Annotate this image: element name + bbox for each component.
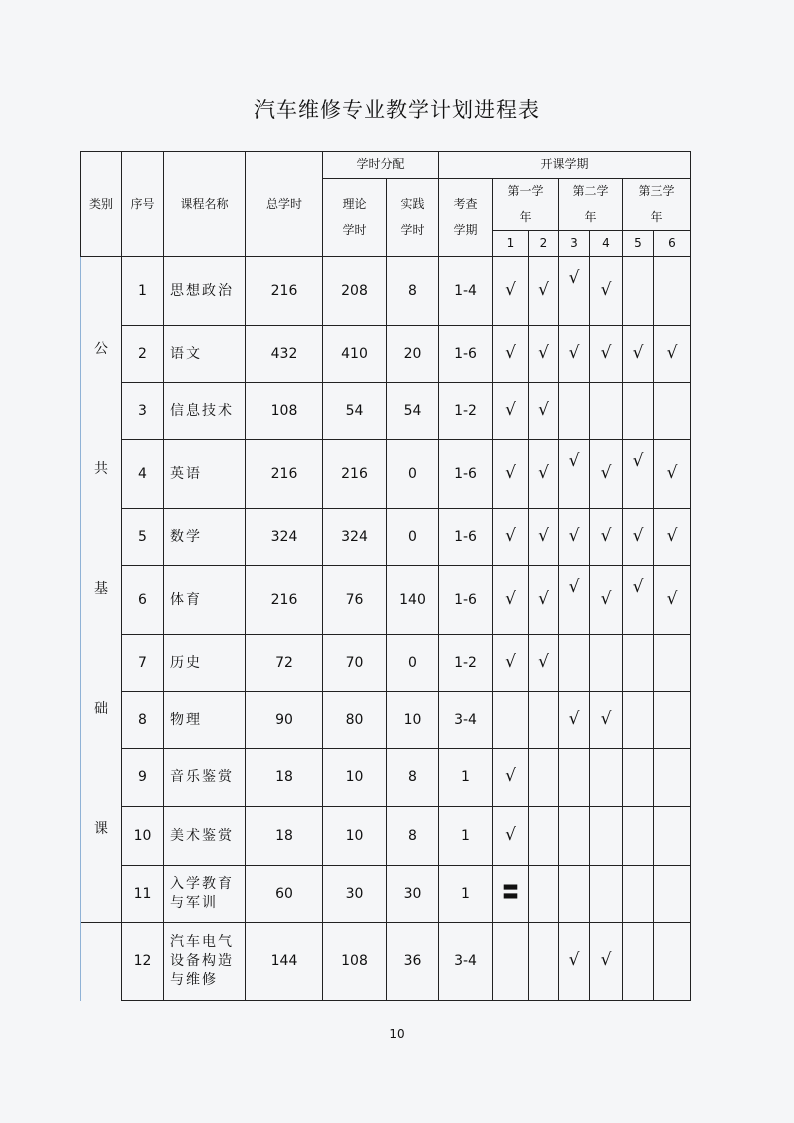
term-2-cell xyxy=(529,692,559,749)
theory-hours: 30 xyxy=(323,866,387,923)
table-row xyxy=(81,692,691,749)
header-hours-distribution: 学时分配 xyxy=(323,152,439,179)
row-number: 8 xyxy=(122,692,164,749)
term-2-cell xyxy=(529,866,559,923)
check-mark: √ xyxy=(538,651,549,672)
term-5-cell xyxy=(623,635,654,692)
category-char: 共 xyxy=(94,461,108,478)
row-number: 11 xyxy=(122,866,164,923)
term-5-cell xyxy=(623,509,654,566)
check-mark: √ xyxy=(632,576,644,597)
term-1-cell xyxy=(493,692,529,749)
table-row xyxy=(81,383,691,440)
total-hours: 216 xyxy=(246,257,323,326)
header-semesters: 开课学期 xyxy=(439,152,691,179)
practice-hours: 8 xyxy=(387,807,439,866)
check-mark: √ xyxy=(538,462,549,483)
row-number: 7 xyxy=(122,635,164,692)
course-name: 语文 xyxy=(164,326,246,383)
row-number: 12 xyxy=(122,923,164,1001)
check-mark: √ xyxy=(568,267,580,288)
term-3-cell xyxy=(559,509,590,566)
check-mark: √ xyxy=(505,766,516,787)
term-5-cell xyxy=(623,326,654,383)
theory-hours: 216 xyxy=(323,440,387,509)
check-mark: √ xyxy=(538,279,549,300)
check-mark: √ xyxy=(568,708,580,729)
exam-term: 1-2 xyxy=(439,635,493,692)
header-term-6: 6 xyxy=(654,231,691,257)
row-number: 6 xyxy=(122,566,164,635)
term-5-cell xyxy=(623,692,654,749)
check-mark: √ xyxy=(568,342,580,363)
term-3-cell xyxy=(559,923,590,1001)
practice-hours: 54 xyxy=(387,383,439,440)
check-mark: √ xyxy=(505,462,516,483)
table-row xyxy=(81,749,691,807)
course-name: 音乐鉴赏 xyxy=(164,749,246,807)
term-4-cell xyxy=(590,749,623,807)
term-1-cell xyxy=(493,866,529,923)
header-term-3: 3 xyxy=(559,231,590,257)
check-mark: √ xyxy=(600,708,612,729)
header-term-2: 2 xyxy=(529,231,559,257)
check-mark: √ xyxy=(505,279,516,300)
check-mark: √ xyxy=(632,450,644,471)
row-number: 10 xyxy=(122,807,164,866)
term-6-cell xyxy=(654,866,691,923)
category-char: 础 xyxy=(94,701,108,718)
total-hours: 432 xyxy=(246,326,323,383)
header-category: 类别 xyxy=(81,152,122,257)
term-2-cell xyxy=(529,383,559,440)
total-hours: 18 xyxy=(246,807,323,866)
exam-term: 1-6 xyxy=(439,440,493,509)
term-5-cell xyxy=(623,257,654,326)
practice-hours: 36 xyxy=(387,923,439,1001)
exam-term: 1 xyxy=(439,807,493,866)
term-4-cell xyxy=(590,807,623,866)
header-term-5: 5 xyxy=(623,231,654,257)
term-5-cell xyxy=(623,383,654,440)
check-mark: √ xyxy=(505,342,516,363)
check-mark: √ xyxy=(505,525,516,546)
term-6-cell xyxy=(654,326,691,383)
check-mark: √ xyxy=(600,462,612,483)
header-theory-hours: 理论学时 xyxy=(323,179,387,257)
term-6-cell xyxy=(654,566,691,635)
theory-hours: 108 xyxy=(323,923,387,1001)
term-2-cell xyxy=(529,923,559,1001)
theory-hours: 208 xyxy=(323,257,387,326)
check-mark: √ xyxy=(568,576,580,597)
check-mark: √ xyxy=(666,462,678,483)
check-mark: √ xyxy=(600,525,612,546)
check-mark: √ xyxy=(505,588,516,609)
row-number: 2 xyxy=(122,326,164,383)
term-3-cell xyxy=(559,866,590,923)
header-year-1: 第一学年 xyxy=(493,179,559,231)
teaching-plan-table xyxy=(80,151,691,1001)
exam-term: 1-6 xyxy=(439,509,493,566)
check-mark: √ xyxy=(505,399,516,420)
total-hours: 216 xyxy=(246,566,323,635)
check-mark: √ xyxy=(600,950,612,971)
header-year-3: 第三学年 xyxy=(623,179,691,231)
term-5-cell xyxy=(623,807,654,866)
term-3-cell xyxy=(559,440,590,509)
term-1-cell xyxy=(493,923,529,1001)
practice-hours: 0 xyxy=(387,509,439,566)
term-6-cell xyxy=(654,440,691,509)
table-row xyxy=(81,440,691,509)
row-number: 9 xyxy=(122,749,164,807)
term-4-cell xyxy=(590,257,623,326)
practice-hours: 140 xyxy=(387,566,439,635)
exam-term: 1-6 xyxy=(439,326,493,383)
term-1-cell xyxy=(493,807,529,866)
check-mark: √ xyxy=(538,525,549,546)
table-row xyxy=(81,866,691,923)
header-total-hours: 总学时 xyxy=(246,152,323,257)
term-6-cell xyxy=(654,692,691,749)
term-3-cell xyxy=(559,326,590,383)
table-row xyxy=(81,566,691,635)
equals-mark: 〓 xyxy=(502,882,519,903)
theory-hours: 10 xyxy=(323,807,387,866)
term-2-cell xyxy=(529,635,559,692)
term-3-cell xyxy=(559,257,590,326)
exam-term: 3-4 xyxy=(439,923,493,1001)
category-char: 公 xyxy=(94,341,108,358)
term-1-cell xyxy=(493,440,529,509)
exam-term: 1-4 xyxy=(439,257,493,326)
row-number: 5 xyxy=(122,509,164,566)
term-6-cell xyxy=(654,635,691,692)
total-hours: 108 xyxy=(246,383,323,440)
row-number: 3 xyxy=(122,383,164,440)
term-4-cell xyxy=(590,509,623,566)
term-1-cell xyxy=(493,257,529,326)
table-row xyxy=(81,635,691,692)
theory-hours: 70 xyxy=(323,635,387,692)
term-5-cell xyxy=(623,866,654,923)
term-3-cell xyxy=(559,692,590,749)
check-mark: √ xyxy=(568,950,580,971)
term-5-cell xyxy=(623,440,654,509)
check-mark: √ xyxy=(538,588,549,609)
category-cell xyxy=(81,257,122,923)
table-row xyxy=(81,326,691,383)
course-name: 入学教育与军训 xyxy=(164,866,246,923)
header-year-2: 第二学年 xyxy=(559,179,623,231)
theory-hours: 324 xyxy=(323,509,387,566)
term-1-cell xyxy=(493,383,529,440)
term-4-cell xyxy=(590,866,623,923)
term-1-cell xyxy=(493,326,529,383)
term-4-cell xyxy=(590,440,623,509)
table-row xyxy=(81,807,691,866)
term-5-cell xyxy=(623,749,654,807)
term-2-cell xyxy=(529,509,559,566)
total-hours: 72 xyxy=(246,635,323,692)
check-mark: √ xyxy=(600,342,612,363)
theory-hours: 410 xyxy=(323,326,387,383)
practice-hours: 8 xyxy=(387,257,439,326)
exam-term: 1 xyxy=(439,866,493,923)
header-practice-hours: 实践学时 xyxy=(387,179,439,257)
term-1-cell xyxy=(493,749,529,807)
course-name: 思想政治 xyxy=(164,257,246,326)
header-course-name: 课程名称 xyxy=(164,152,246,257)
check-mark: √ xyxy=(632,525,644,546)
row-number: 4 xyxy=(122,440,164,509)
page-number: 10 xyxy=(389,1027,405,1041)
term-4-cell xyxy=(590,635,623,692)
term-6-cell xyxy=(654,923,691,1001)
category-cell xyxy=(81,923,122,1001)
exam-term: 1-2 xyxy=(439,383,493,440)
total-hours: 324 xyxy=(246,509,323,566)
category-char: 课 xyxy=(94,821,108,838)
term-1-cell xyxy=(493,509,529,566)
course-name: 汽车电气设备构造与维修 xyxy=(164,923,246,1001)
check-mark: √ xyxy=(568,450,580,471)
exam-term: 3-4 xyxy=(439,692,493,749)
term-4-cell xyxy=(590,692,623,749)
term-3-cell xyxy=(559,807,590,866)
header-term-1: 1 xyxy=(493,231,529,257)
theory-hours: 76 xyxy=(323,566,387,635)
practice-hours: 30 xyxy=(387,866,439,923)
check-mark: √ xyxy=(538,342,549,363)
course-name: 体育 xyxy=(164,566,246,635)
exam-term: 1-6 xyxy=(439,566,493,635)
course-name: 物理 xyxy=(164,692,246,749)
term-4-cell xyxy=(590,566,623,635)
total-hours: 144 xyxy=(246,923,323,1001)
course-name: 历史 xyxy=(164,635,246,692)
term-4-cell xyxy=(590,383,623,440)
theory-hours: 80 xyxy=(323,692,387,749)
course-name: 英语 xyxy=(164,440,246,509)
table-row xyxy=(81,257,691,326)
theory-hours: 10 xyxy=(323,749,387,807)
practice-hours: 0 xyxy=(387,440,439,509)
term-2-cell xyxy=(529,807,559,866)
term-6-cell xyxy=(654,509,691,566)
term-3-cell xyxy=(559,566,590,635)
page-title: 汽车维修专业教学计划进程表 xyxy=(254,98,540,122)
term-6-cell xyxy=(654,807,691,866)
term-6-cell xyxy=(654,257,691,326)
category-char: 基 xyxy=(94,581,108,598)
header-exam-term: 考查学期 xyxy=(439,179,493,257)
term-1-cell xyxy=(493,635,529,692)
practice-hours: 10 xyxy=(387,692,439,749)
term-4-cell xyxy=(590,923,623,1001)
total-hours: 60 xyxy=(246,866,323,923)
term-2-cell xyxy=(529,440,559,509)
total-hours: 90 xyxy=(246,692,323,749)
check-mark: √ xyxy=(666,588,678,609)
term-2-cell xyxy=(529,749,559,807)
term-5-cell xyxy=(623,923,654,1001)
practice-hours: 8 xyxy=(387,749,439,807)
term-6-cell xyxy=(654,749,691,807)
check-mark: √ xyxy=(666,342,678,363)
check-mark: √ xyxy=(505,651,516,672)
table-row xyxy=(81,923,691,1001)
term-5-cell xyxy=(623,566,654,635)
theory-hours: 54 xyxy=(323,383,387,440)
row-number: 1 xyxy=(122,257,164,326)
check-mark: √ xyxy=(538,399,549,420)
check-mark: √ xyxy=(600,279,612,300)
course-name: 信息技术 xyxy=(164,383,246,440)
check-mark: √ xyxy=(600,588,612,609)
check-mark: √ xyxy=(505,824,516,845)
term-2-cell xyxy=(529,326,559,383)
term-2-cell xyxy=(529,257,559,326)
header-term-4: 4 xyxy=(590,231,623,257)
check-mark: √ xyxy=(666,525,678,546)
course-name: 数学 xyxy=(164,509,246,566)
check-mark: √ xyxy=(568,525,580,546)
table-row xyxy=(81,509,691,566)
exam-term: 1 xyxy=(439,749,493,807)
term-2-cell xyxy=(529,566,559,635)
term-3-cell xyxy=(559,749,590,807)
term-6-cell xyxy=(654,383,691,440)
header-number: 序号 xyxy=(122,152,164,257)
total-hours: 18 xyxy=(246,749,323,807)
term-3-cell xyxy=(559,383,590,440)
total-hours: 216 xyxy=(246,440,323,509)
term-4-cell xyxy=(590,326,623,383)
term-1-cell xyxy=(493,566,529,635)
practice-hours: 0 xyxy=(387,635,439,692)
course-name: 美术鉴赏 xyxy=(164,807,246,866)
check-mark: √ xyxy=(632,342,644,363)
practice-hours: 20 xyxy=(387,326,439,383)
term-3-cell xyxy=(559,635,590,692)
